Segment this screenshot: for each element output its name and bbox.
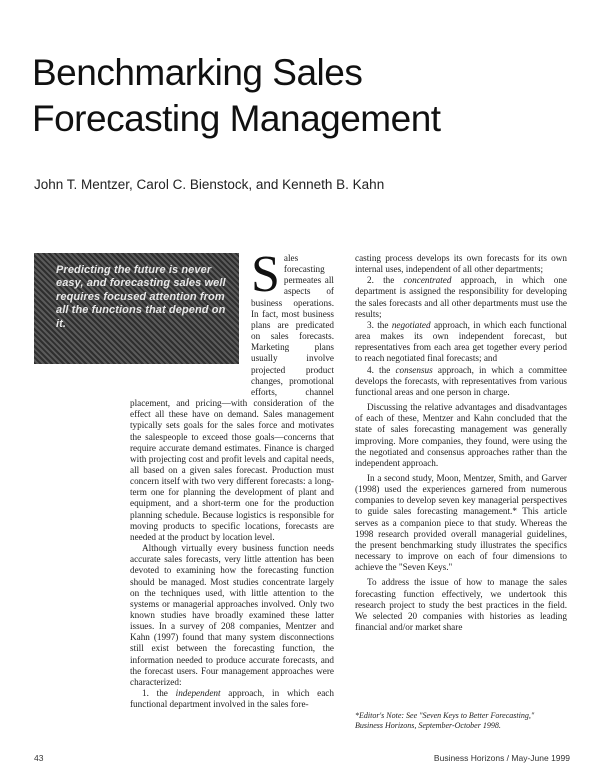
body-paragraph-10: To address the issue of how to manage the sales forecasting function effectively, we undertook this research project to study the best practices in the field. We selected 20 companies with histories as leading financial and/or market share <box>355 577 567 632</box>
body-paragraph-6: 3. the negotiated approach, in which each functional area makes its own independent forecast, but representatives from each area get together every period to reach negotiated final forecasts; and <box>355 319 567 364</box>
page-number: 43 <box>34 753 44 763</box>
term-consensus: consensus <box>395 364 433 375</box>
pull-quote-text: Predicting the future is never easy, and forecasting sales well requires focused attention from all the functions that depend on it. <box>56 264 226 330</box>
body-column-right <box>355 253 567 633</box>
term-negotiated: negotiated <box>391 319 431 330</box>
paragraph-1-text: ales forecasting permeates all aspects of business operations. In fact, most business plans are predicated on sales forecasts. Marketing plans usually involve projected product changes, promotional efforts, channel placement, and pricing—with consideration of the effect all these have on demand. Sales management typically sets goals for the sales force and motivates the salespeople to exceed those goals—concerns that require accurate demand estimates. Finance is charged with projecting cost and profit levels and capital needs, all based on a given sales forecast. Production must concern itself with two very different forecasts: a long-term one for planning the development of plant and equipment, and a short-term one for the production planning schedule. Because logistics is responsible for moving products to specific locations, forecasts are needed at the product by location level. <box>130 253 334 542</box>
title-line-1: Benchmarking Sales <box>32 52 363 93</box>
editors-footnote <box>355 711 567 731</box>
body-paragraph-3: 1. the independent approach, in which each functional department involved in the sales fore- <box>130 688 334 710</box>
article-title <box>32 50 572 142</box>
footnote-line-1: *Editor's Note: See "Seven Keys to Better Forecasting," <box>355 711 535 720</box>
body-paragraph-9: In a second study, Moon, Mentzer, Smith, and Garver (1998) used the experiences garnered from numerous companies to develop seven key managerial perspectives to guide sales forecasting management.* This article serves as a companion piece to that study. Whereas the 1998 research provided overall managerial guidelines, the present benchmarking study illustrates the specifics necessary to improve on each of four dimensions to achieve the "Seven Keys." <box>355 472 567 573</box>
title-line-2: Forecasting Management <box>32 98 441 139</box>
pull-quote <box>34 253 239 364</box>
author-byline: John T. Mentzer, Carol C. Bienstock, and Kenneth B. Kahn <box>34 177 385 192</box>
body-paragraph-5: 2. the concentrated approach, in which one department is assigned the responsibility for developing the sales forecasts and all other departments must use the results; <box>355 275 567 319</box>
drop-cap: S <box>251 246 280 303</box>
body-paragraph-2: Although virtually every business function needs accurate sales forecasts, very little attention has been devoted to examining how the forecasting function should be managed. Most studies concentrate largely on the techniques used, with little attention to the systems or managerial approaches involved. Only two known studies have broadly examined these latter issues. In a survey of 208 companies, Mentzer and Kahn (1997) found that many system disconnections still exist between the forecasting function, the information needed to produce accurate forecasts, and the forecast users. Four management approaches were characterized: <box>130 543 334 687</box>
footnote-line-2: Business Horizons, September-October 1998. <box>355 721 501 730</box>
body-paragraph-8: Discussing the relative advantages and disadvantages of each of these, Mentzer and Kahn concluded that the state of sales forecasting management was generally improving. More companies, they found, were using the the negotiated and consensus approaches rather than the independent approach. <box>355 402 567 468</box>
running-footer: Business Horizons / May-June 1999 <box>433 753 570 763</box>
term-independent: independent <box>175 688 221 699</box>
term-concentrated: concentrated <box>403 275 452 286</box>
body-paragraph-7: 4. the consensus approach, in which a committee develops the forecasts, with representatives from various functional areas and one person in charge. <box>355 364 568 397</box>
body-paragraph-4: casting process develops its own forecasts for its own internal uses, independent of all other departments; <box>355 253 567 275</box>
